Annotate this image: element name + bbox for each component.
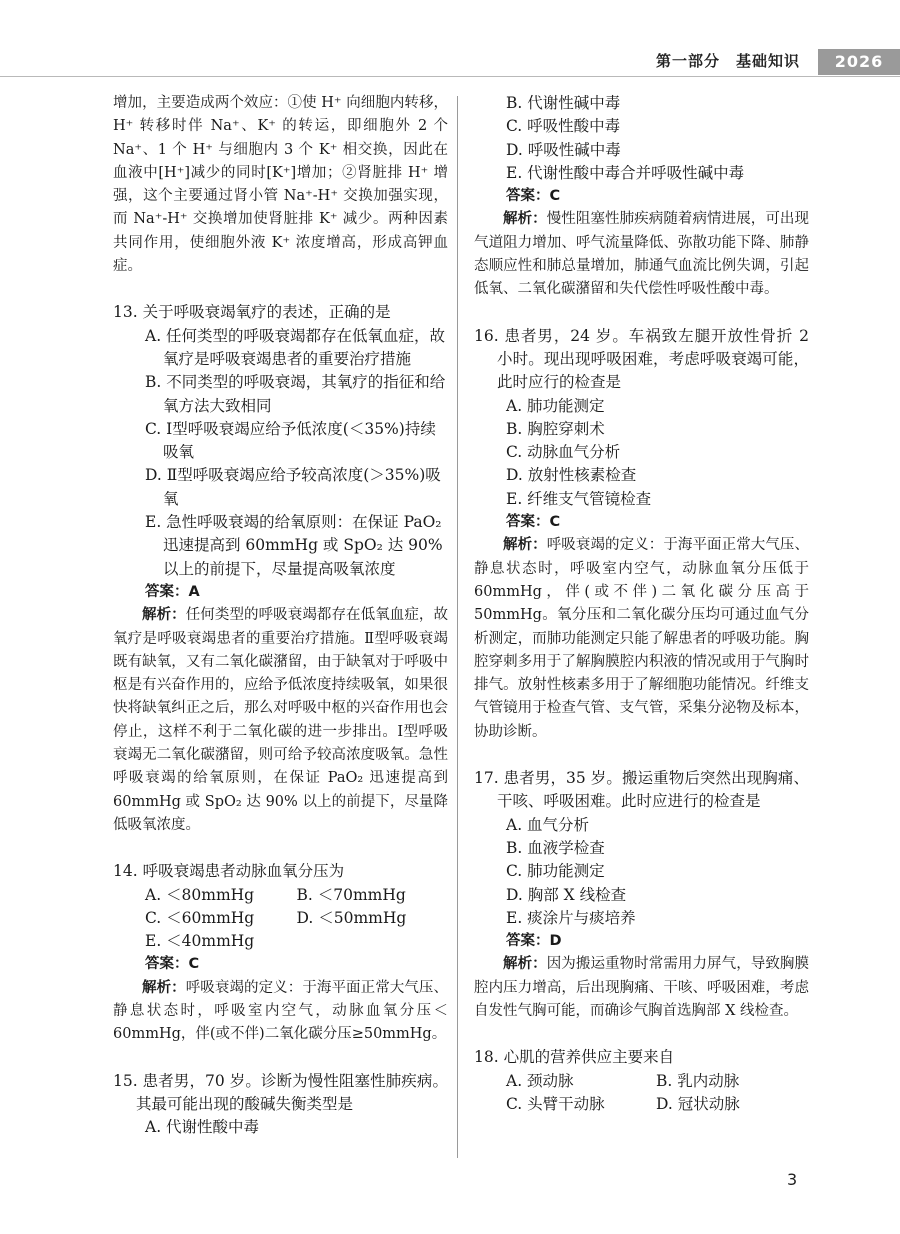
option-b: B. 代谢性碱中毒 xyxy=(506,94,621,112)
option-d: D. ＜50mmHg xyxy=(296,908,407,927)
option-a: A. ＜80mmHg xyxy=(145,885,255,904)
option-d: D. 冠状动脉 xyxy=(656,1094,740,1113)
analysis xyxy=(113,604,448,837)
answer-label: 答案： xyxy=(145,583,189,600)
option-a: A. 血气分析 xyxy=(506,815,590,834)
answer-value: C xyxy=(188,956,200,973)
answer-value: D xyxy=(549,933,562,950)
option-c: C. Ⅰ型呼吸衰竭应给予低浓度(＜35%)持续吸氧 xyxy=(145,419,436,462)
answer-label: 答案： xyxy=(145,956,189,973)
option-c: C. 动脉血气分析 xyxy=(506,443,621,462)
year-badge: 2026 xyxy=(818,49,900,75)
options-row xyxy=(474,1070,809,1093)
option-a: A. 肺功能测定 xyxy=(506,396,605,415)
answer-line xyxy=(474,185,809,208)
question-17 xyxy=(474,767,809,1023)
question-stem: 14. 呼吸衰竭患者动脉血氧分压为 xyxy=(113,862,345,881)
analysis xyxy=(113,977,448,1047)
answer-label: 答案： xyxy=(506,933,550,950)
option-d: D. 胸部 X 线检查 xyxy=(506,885,627,904)
option-e: E. 代谢性酸中毒合并呼吸性碱中毒 xyxy=(506,163,745,182)
option-b: B. 不同类型的呼吸衰竭，其氧疗的指征和给氧方法大致相同 xyxy=(145,373,446,415)
options-row xyxy=(113,930,448,953)
analysis-text: 任何类型的呼吸衰竭都存在低氧血症，故氧疗是呼吸衰竭患者的重要治疗措施。Ⅱ型呼吸衰竭既有缺氧，又有二氧化碳潴留，由于缺氧对于呼吸中枢是有兴奋作用的，应给予低浓度持续吸氧，如果很快将缺氧纠正之后，那么对呼吸中枢的兴奋作用也会停止，这样不利于二氧化碳的进一步排出。Ⅰ型呼吸衰竭无二氧化碳潴留，则可给予较高浓度吸氧。急性呼吸衰竭的给氧原则，在保证 PaO₂ 迅速提高到 60mmHg 或 SpO₂ 达 90% 以上的前提下，尽量降低吸氧浓度。 xyxy=(113,607,449,833)
option-c: C. 呼吸性酸中毒 xyxy=(506,117,621,136)
left-column xyxy=(113,92,448,1139)
analysis-label: 解析： xyxy=(503,537,547,554)
analysis-text: 因为搬运重物时常需用力屏气，导致胸膜腔内压力增高，后出现胸痛、干咳、呼吸困难，考虑自发性气胸可能，而确诊气胸首选胸部 X 线检查。 xyxy=(474,956,810,1019)
question-stem: 17. 患者男，35 岁。搬运重物后突然出现胸痛、干咳、呼吸困难。此时应进行的检查是 xyxy=(474,769,809,811)
question-16 xyxy=(474,325,809,744)
option-b: B. 乳内动脉 xyxy=(656,1071,740,1090)
analysis-text: 慢性阻塞性肺疾病随着病情进展，可出现气道阻力增加、呼气流量降低、弥散功能下降、肺静态顺应性和肺总量增加，肺通气血流比例失调，引起低氧、二氧化碳潴留和失代偿性呼吸性酸中毒。 xyxy=(474,211,810,298)
page-number: 3 xyxy=(787,1170,798,1189)
right-column xyxy=(474,92,809,1116)
answer-line xyxy=(474,511,809,534)
question-stem: 15. 患者男，70 岁。诊断为慢性阻塞性肺疾病。其最可能出现的酸碱失衡类型是 xyxy=(113,1071,448,1113)
question-15 xyxy=(113,1070,448,1140)
analysis-label: 解析： xyxy=(503,211,547,228)
option-d: D. Ⅱ型呼吸衰竭应给予较高浓度(＞35%)吸氧 xyxy=(145,466,441,508)
answer-value: C xyxy=(549,188,561,205)
question-stem: 18. 心肌的营养供应主要来自 xyxy=(474,1048,675,1067)
continued-explanation: 增加，主要造成两个效应：①使 H⁺ 向细胞内转移，H⁺ 转移时伴 Na⁺、K⁺ 的转运，即细胞外 2 个 Na⁺、1 个 H⁺ 与细胞内 3 个 K⁺ 相交换，因此在血液中[H⁺]减少的同时[K⁺]增加；②肾脏排 H⁺ 增强，这个主要通过肾小管 Na⁺-H⁺ 交换加强实现，而 Na⁺-H⁺ 交换增加使肾脏排 K⁺ 减少。两种因素共同作用，使细胞外液 K⁺ 浓度增高，形成高钾血症。 xyxy=(113,95,448,275)
option-e: E. 急性呼吸衰竭的给氧原则：在保证 PaO₂ 迅速提高到 60mmHg 或 SpO₂ 达 90% 以上的前提下，尽量提高吸氧浓度 xyxy=(145,513,443,578)
options-row xyxy=(113,884,448,907)
column-divider xyxy=(457,96,458,1158)
options-row xyxy=(113,907,448,930)
option-e: E. ＜40mmHg xyxy=(145,932,255,951)
question-stem: 16. 患者男，24 岁。车祸致左腿开放性骨折 2 小时。现出现呼吸困难，考虑呼吸衰竭可能，此时应行的检查是 xyxy=(474,326,809,392)
question-18 xyxy=(474,1046,809,1116)
option-d: D. 放射性核素检查 xyxy=(506,466,637,485)
answer-line xyxy=(474,930,809,953)
analysis-label: 解析： xyxy=(503,956,547,973)
option-c: C. 头臂干动脉 xyxy=(506,1094,605,1113)
answer-value: C xyxy=(549,514,561,531)
running-header-title: 第一部分 基础知识 xyxy=(655,52,800,70)
option-e: E. 纤维支气管镜检查 xyxy=(506,489,652,508)
analysis-label: 解析： xyxy=(142,607,186,624)
option-b: B. 血液学检查 xyxy=(506,838,605,857)
option-b: B. ＜70mmHg xyxy=(296,885,406,904)
answer-label: 答案： xyxy=(506,514,550,531)
answer-label: 答案： xyxy=(506,188,550,205)
question-15-continued xyxy=(474,92,809,302)
analysis-label: 解析： xyxy=(142,979,186,996)
answer-value: A xyxy=(188,583,200,600)
options-row xyxy=(474,1093,809,1116)
analysis xyxy=(474,208,809,301)
option-b: B. 胸腔穿刺术 xyxy=(506,419,605,438)
answer-line xyxy=(113,581,448,604)
question-14 xyxy=(113,860,448,1046)
analysis xyxy=(474,953,809,1023)
option-a: A. 颈动脉 xyxy=(506,1071,574,1090)
analysis-text: 呼吸衰竭的定义：于海平面正常大气压、静息状态时，呼吸室内空气，动脉血氧分压低于 60mmHg，伴(或不伴)二氧化碳分压高于 50mmHg。氧分压和二氧化碳分压均可通过血气分析测定，而肺功能测定只能了解患者的呼吸功能。胸腔穿刺多用于了解胸膜腔内积液的情况或用于气胸时排气。放射性核素多用于了解细胞功能情况。纤维支气管镜用于检查气管、支气管，采集分泌物及标本，协助诊断。 xyxy=(474,537,810,740)
header-rule xyxy=(0,76,900,77)
question-13 xyxy=(113,301,448,837)
question-stem: 13. 关于呼吸衰竭氧疗的表述，正确的是 xyxy=(113,303,391,322)
option-d: D. 呼吸性碱中毒 xyxy=(506,140,621,159)
analysis-text: 呼吸衰竭的定义：于海平面正常大气压、静息状态时，呼吸室内空气，动脉血氧分压＜60mmHg，伴(或不伴)二氧化碳分压≥50mmHg。 xyxy=(113,979,449,1043)
answer-line xyxy=(113,953,448,976)
analysis xyxy=(474,534,809,744)
option-c: C. 肺功能测定 xyxy=(506,862,605,881)
option-a: A. 任何类型的呼吸衰竭都存在低氧血症，故氧疗是呼吸衰竭患者的重要治疗措施 xyxy=(145,326,446,368)
option-a: A. 代谢性酸中毒 xyxy=(145,1118,260,1137)
option-e: E. 痰涂片与痰培养 xyxy=(506,908,636,927)
option-c: C. ＜60mmHg xyxy=(145,908,255,927)
